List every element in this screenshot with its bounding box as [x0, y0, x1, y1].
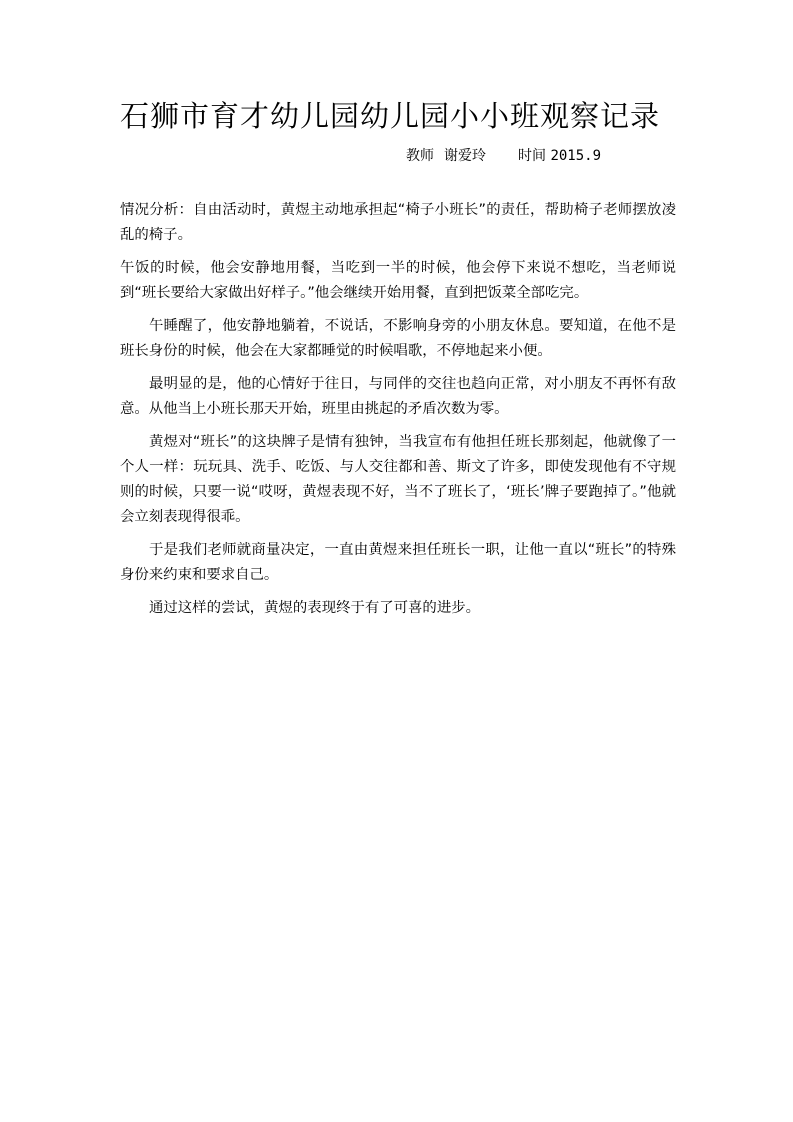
- document-title: 石狮市育才幼儿园幼儿园小小班观察记录: [120, 99, 661, 133]
- paragraph-badge: 黄煜对“班长”的这块牌子是情有独钟，当我宣布有他担任班长那刻起，他就像了一个人一样：玩玩具、洗手、吃饭、与人交往都和善、斯文了许多，即使发现他有不守规则的时候，只要一说“哎呀，黄煜表现不好，当不了班长了，‘班长’牌子要跑掉了。”他就会立刻表现得很乖。: [120, 434, 676, 525]
- byline: [406, 146, 601, 166]
- paragraph-decision: 于是我们老师就商量决定，一直由黄煜来担任班长一职，让他一直以“班长”的特殊身份来约束和要求自己。: [120, 542, 676, 583]
- teacher-name: 谢爱玲: [444, 148, 486, 164]
- observation-body: [120, 198, 676, 629]
- teacher-label: 教师: [406, 148, 434, 164]
- paragraph-mood: 最明显的是，他的心情好于往日，与同伴的交往也趋向正常，对小朋友不再怀有敌意。从他当上小班长那天开始，班里由挑起的矛盾次数为零。: [120, 376, 676, 417]
- date-value: 2015.9: [550, 148, 602, 164]
- paragraph-lunch: 午饭的时候，他会安静地用餐，当吃到一半的时候，他会停下来说不想吃，当老师说到“班长要给大家做出好样子。”他会继续开始用餐，直到把饭菜全部吃完。: [120, 260, 676, 301]
- time-label: 时间: [518, 148, 546, 164]
- paragraph-progress: 通过这样的尝试，黄煜的表现终于有了可喜的进步。: [149, 600, 480, 616]
- paragraph-nap: 午睡醒了，他安静地躺着，不说话，不影响身旁的小朋友休息。要知道，在他不是班长身份的时候，他会在大家都睡觉的时候唱歌，不停地起来小便。: [120, 318, 676, 359]
- paragraph-analysis: 情况分析：自由活动时，黄煜主动地承担起“椅子小班长”的责任，帮助椅子老师摆放凌乱的椅子。: [120, 202, 676, 243]
